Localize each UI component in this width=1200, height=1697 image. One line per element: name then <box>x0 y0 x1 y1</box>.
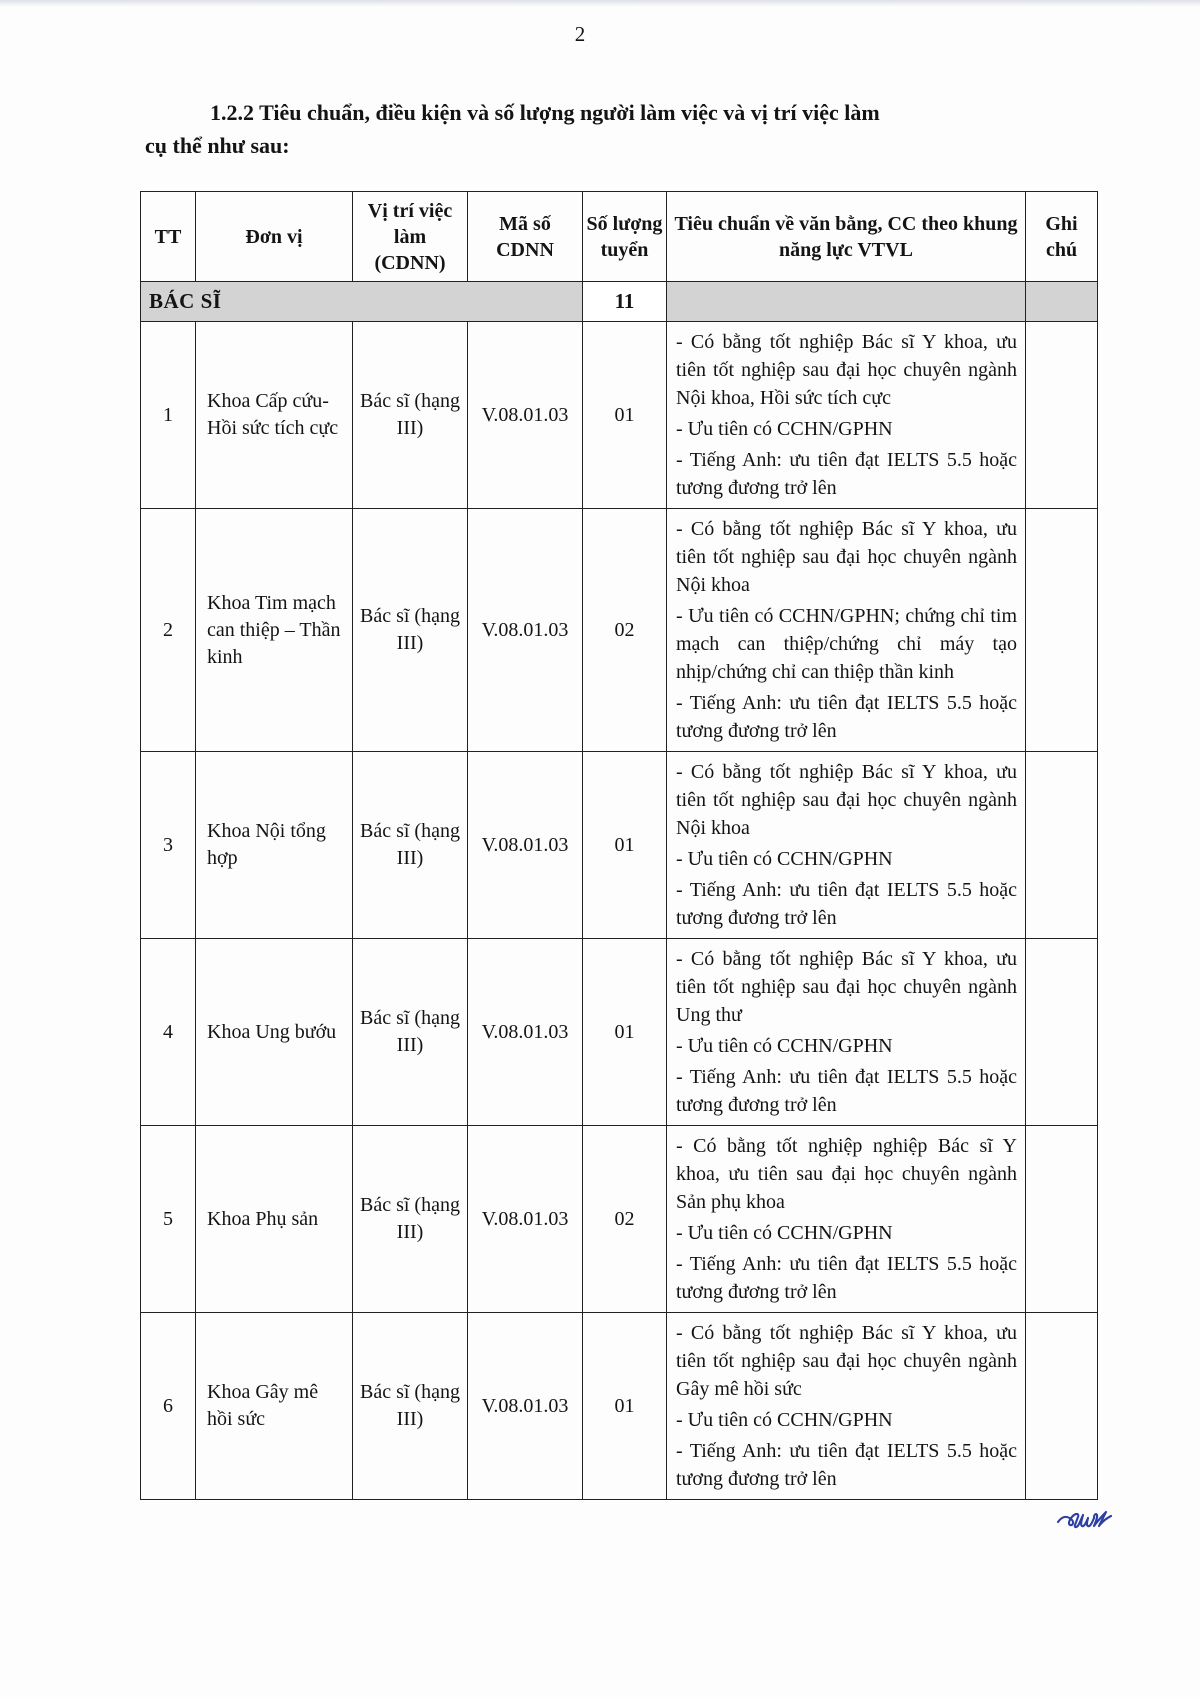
cell-requirements <box>667 322 1026 509</box>
requirement-item: - Có bằng tốt nghiệp Bác sĩ Y khoa, ưu tiên tốt nghiệp sau đại học chuyên ngành Nội khoa, Hồi sức tích cực <box>676 331 1017 409</box>
cell-position: Bác sĩ (hạng III) <box>353 322 468 509</box>
requirement-item: - Ưu tiên có CCHN/GPHN <box>676 1035 893 1057</box>
cell-requirements <box>667 509 1026 752</box>
requirement-item: - Tiếng Anh: ưu tiên đạt IELTS 5.5 hoặc tương đương trở lên <box>676 1066 1017 1116</box>
requirement-item: - Tiếng Anh: ưu tiên đạt IELTS 5.5 hoặc tương đương trở lên <box>676 1253 1017 1303</box>
cell-position: Bác sĩ (hạng III) <box>353 1126 468 1313</box>
requirement-item: - Ưu tiên có CCHN/GPHN <box>676 418 893 440</box>
requirement-item: - Tiếng Anh: ưu tiên đạt IELTS 5.5 hoặc tương đương trở lên <box>676 449 1017 499</box>
cell-requirements <box>667 752 1026 939</box>
cell-requirements <box>667 1313 1026 1500</box>
cell-note <box>1026 752 1098 939</box>
cell-note <box>1026 322 1098 509</box>
cell-tt: 3 <box>141 752 196 939</box>
header-row <box>141 192 1098 282</box>
page-number: 2 <box>574 22 586 46</box>
requirement-item: - Tiếng Anh: ưu tiên đạt IELTS 5.5 hoặc tương đương trở lên <box>676 692 1017 742</box>
cell-position: Bác sĩ (hạng III) <box>353 939 468 1126</box>
signature-initials-mark <box>1056 1509 1118 1535</box>
cell-quantity: 01 <box>583 752 667 939</box>
requirement-item: - Có bằng tốt nghiệp Bác sĩ Y khoa, ưu tiên tốt nghiệp sau đại học chuyên ngành Gây mê hồi sức <box>676 1322 1017 1400</box>
table-row <box>141 509 1098 752</box>
table-row <box>141 752 1098 939</box>
requirement-item: - Ưu tiên có CCHN/GPHN <box>676 1222 893 1244</box>
cell-unit: Khoa Phụ sản <box>196 1126 353 1313</box>
cell-note <box>1026 509 1098 752</box>
cell-tt: 4 <box>141 939 196 1126</box>
table-row <box>141 322 1098 509</box>
cell-tt: 6 <box>141 1313 196 1500</box>
cell-note <box>1026 1313 1098 1500</box>
requirement-item: - Ưu tiên có CCHN/GPHN; chứng chỉ tim mạch can thiệp/chứng chỉ máy tạo nhịp/chứng chỉ can thiệp thần kinh <box>676 605 1017 683</box>
table-row <box>141 1313 1098 1500</box>
cell-code: V.08.01.03 <box>468 322 583 509</box>
column-header-unit: Đơn vị <box>196 192 353 282</box>
cell-quantity: 01 <box>583 322 667 509</box>
section-label: BÁC SĨ <box>141 282 583 322</box>
cell-note <box>1026 1126 1098 1313</box>
requirement-item: - Tiếng Anh: ưu tiên đạt IELTS 5.5 hoặc tương đương trở lên <box>676 1440 1017 1490</box>
recruitment-table <box>140 191 1098 1500</box>
column-header-requirements: Tiêu chuẩn về văn bằng, CC theo khung năng lực VTVL <box>667 192 1026 282</box>
cell-code: V.08.01.03 <box>468 939 583 1126</box>
column-header-tt: TT <box>141 192 196 282</box>
cell-position: Bác sĩ (hạng III) <box>353 1313 468 1500</box>
cell-requirements <box>667 1126 1026 1313</box>
section-quantity: 11 <box>583 282 667 322</box>
table-row <box>141 939 1098 1126</box>
requirement-item: - Có bằng tốt nghiệp nghiệp Bác sĩ Y khoa, ưu tiên sau đại học chuyên ngành Sản phụ khoa <box>676 1135 1017 1213</box>
requirement-item: - Ưu tiên có CCHN/GPHN <box>676 848 893 870</box>
cell-tt: 5 <box>141 1126 196 1313</box>
section-empty-note-cell <box>1026 282 1098 322</box>
column-header-quantity: Số lượng tuyển <box>583 192 667 282</box>
cell-note <box>1026 939 1098 1126</box>
cell-quantity: 01 <box>583 1313 667 1500</box>
cell-quantity: 02 <box>583 509 667 752</box>
cell-quantity: 02 <box>583 1126 667 1313</box>
title-line-2: cụ thể như sau: <box>145 133 290 158</box>
cell-position: Bác sĩ (hạng III) <box>353 752 468 939</box>
table-row <box>141 1126 1098 1313</box>
requirement-item: - Tiếng Anh: ưu tiên đạt IELTS 5.5 hoặc tương đương trở lên <box>676 879 1017 929</box>
title-line-1: 1.2.2 Tiêu chuẩn, điều kiện và số lượng người làm việc và vị trí việc làm <box>210 100 880 125</box>
column-header-note: Ghi chú <box>1026 192 1098 282</box>
section-empty-cell <box>667 282 1026 322</box>
cell-tt: 1 <box>141 322 196 509</box>
column-header-position: Vị trí việc làm (CDNN) <box>353 192 468 282</box>
requirement-item: - Ưu tiên có CCHN/GPHN <box>676 1409 893 1431</box>
cell-unit: Khoa Ung bướu <box>196 939 353 1126</box>
cell-code: V.08.01.03 <box>468 509 583 752</box>
table-wrapper <box>140 191 1097 1500</box>
cell-code: V.08.01.03 <box>468 1126 583 1313</box>
column-header-code: Mã số CDNN <box>468 192 583 282</box>
scan-edge-artifact <box>0 0 1200 7</box>
cell-position: Bác sĩ (hạng III) <box>353 509 468 752</box>
cell-unit: Khoa Tim mạch can thiệp – Thần kinh <box>196 509 353 752</box>
cell-code: V.08.01.03 <box>468 752 583 939</box>
requirement-item: - Có bằng tốt nghiệp Bác sĩ Y khoa, ưu tiên tốt nghiệp sau đại học chuyên ngành Ung thư <box>676 948 1017 1026</box>
cell-unit: Khoa Gây mê hồi sức <box>196 1313 353 1500</box>
cell-requirements <box>667 939 1026 1126</box>
cell-quantity: 01 <box>583 939 667 1126</box>
cell-unit: Khoa Nội tổng hợp <box>196 752 353 939</box>
cell-code: V.08.01.03 <box>468 1313 583 1500</box>
requirement-item: - Có bằng tốt nghiệp Bác sĩ Y khoa, ưu tiên tốt nghiệp sau đại học chuyên ngành Nội khoa <box>676 518 1017 596</box>
section-row-bac-si <box>141 282 1098 322</box>
cell-unit: Khoa Cấp cứu-Hồi sức tích cực <box>196 322 353 509</box>
document-title <box>145 96 1055 162</box>
requirement-item: - Có bằng tốt nghiệp Bác sĩ Y khoa, ưu tiên tốt nghiệp sau đại học chuyên ngành Nội khoa <box>676 761 1017 839</box>
cell-tt: 2 <box>141 509 196 752</box>
